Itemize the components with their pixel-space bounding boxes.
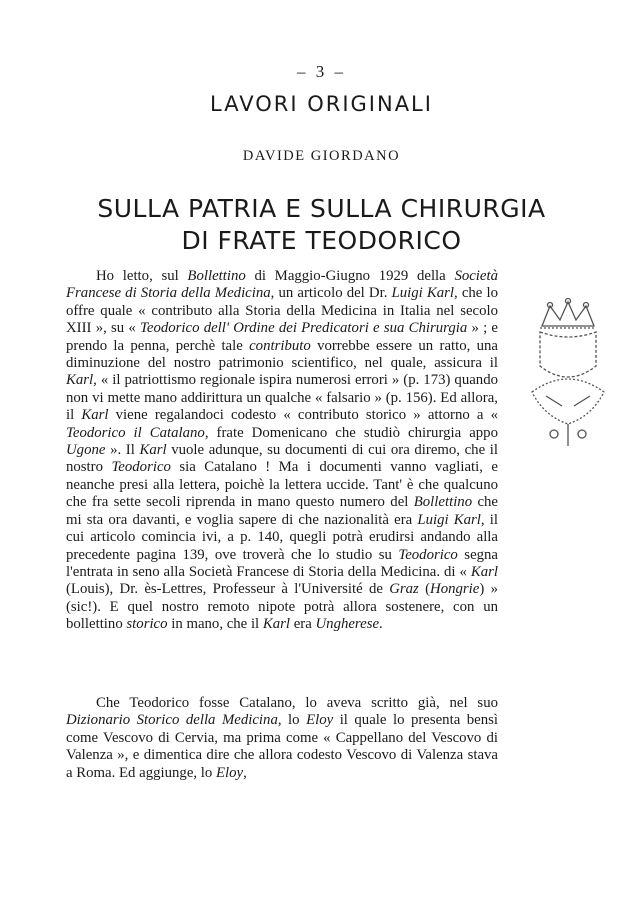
section-heading: LAVORI ORIGINALI — [210, 92, 433, 116]
author-name: DAVIDE GIORDANO — [242, 148, 401, 164]
body-paragraph-2: Che Teodorico fosse Catalano, lo aveva scritto già, nel suo Dizionario Storico della Medicina, lo Eloy il quale lo presenta bensì come Vescovo di Cervia, ma prima come « Cappellano del Vescovo di Valenza », e dimentica dire che allora codesto Vescovo di Valenza stava a Roma. Ed aggiunge, lo Eloy, — [66, 695, 498, 781]
page-number: – 3 – — [297, 62, 346, 81]
library-stamp — [522, 296, 614, 454]
article-title-line-2: DI FRATE TEODORICO — [181, 226, 462, 255]
body-paragraph-1: Ho letto, sul Bollettino di Maggio-Giugno 1929 della Società Francese di Storia della Medicina, un articolo del Dr. Luigi Karl, che lo offre quale « contributo alla Storia della Medicina in Italia nel secolo XIII », su « Teodorico dell' Ordine dei Predicatori e sua Chirurgia » ; e prendo la penna, perchè tale contributo vorrebbe essere un ratto, una diminuzione del nostro patrimonio scientifico, nel quale, assicura il Karl, « il patriottismo regionale ispira numerosi errori » (p. 173) quando non vi mette mano addirittura un qualche « falsario » (p. 156). Ed allora, il Karl viene regalandoci codesto « contributo storico » attorno a « Teodorico il Catalano, frate Domenicano che studiò chirurgia appo Ugone ». Il Karl vuole adunque, su documenti di cui ora diremo, che il nostro Teodorico sia Catalano ! Ma i documenti vanno vagliati, e neanche presi alla lettera, poichè la lettera uccide. Tant' è che qualcuno che fra sette secoli riprenda in mano questo numero del Bollettino che mi sta ora davanti, e voglia sapere di che nazionalità era Luigi Karl, il cui articolo comincia ivi, a p. 140, quegli potrà erudirsi andando alla precedente pagina 139, ove troverà che lo studio su Teodorico segna l'entrata in seno alla Società Francese di Storia della Medicina. di « Karl (Louis), Dr. ès-Lettres, Professeur à l'Université de Graz (Hongrie) » (sic!). E quel nostro remoto nipote potrà allora sostenere, con un bollettino storico in mano, che il Karl era Ungherese. — [66, 268, 499, 633]
article-title-line-1: SULLA PATRIA E SULLA CHIRURGIA — [97, 194, 546, 223]
